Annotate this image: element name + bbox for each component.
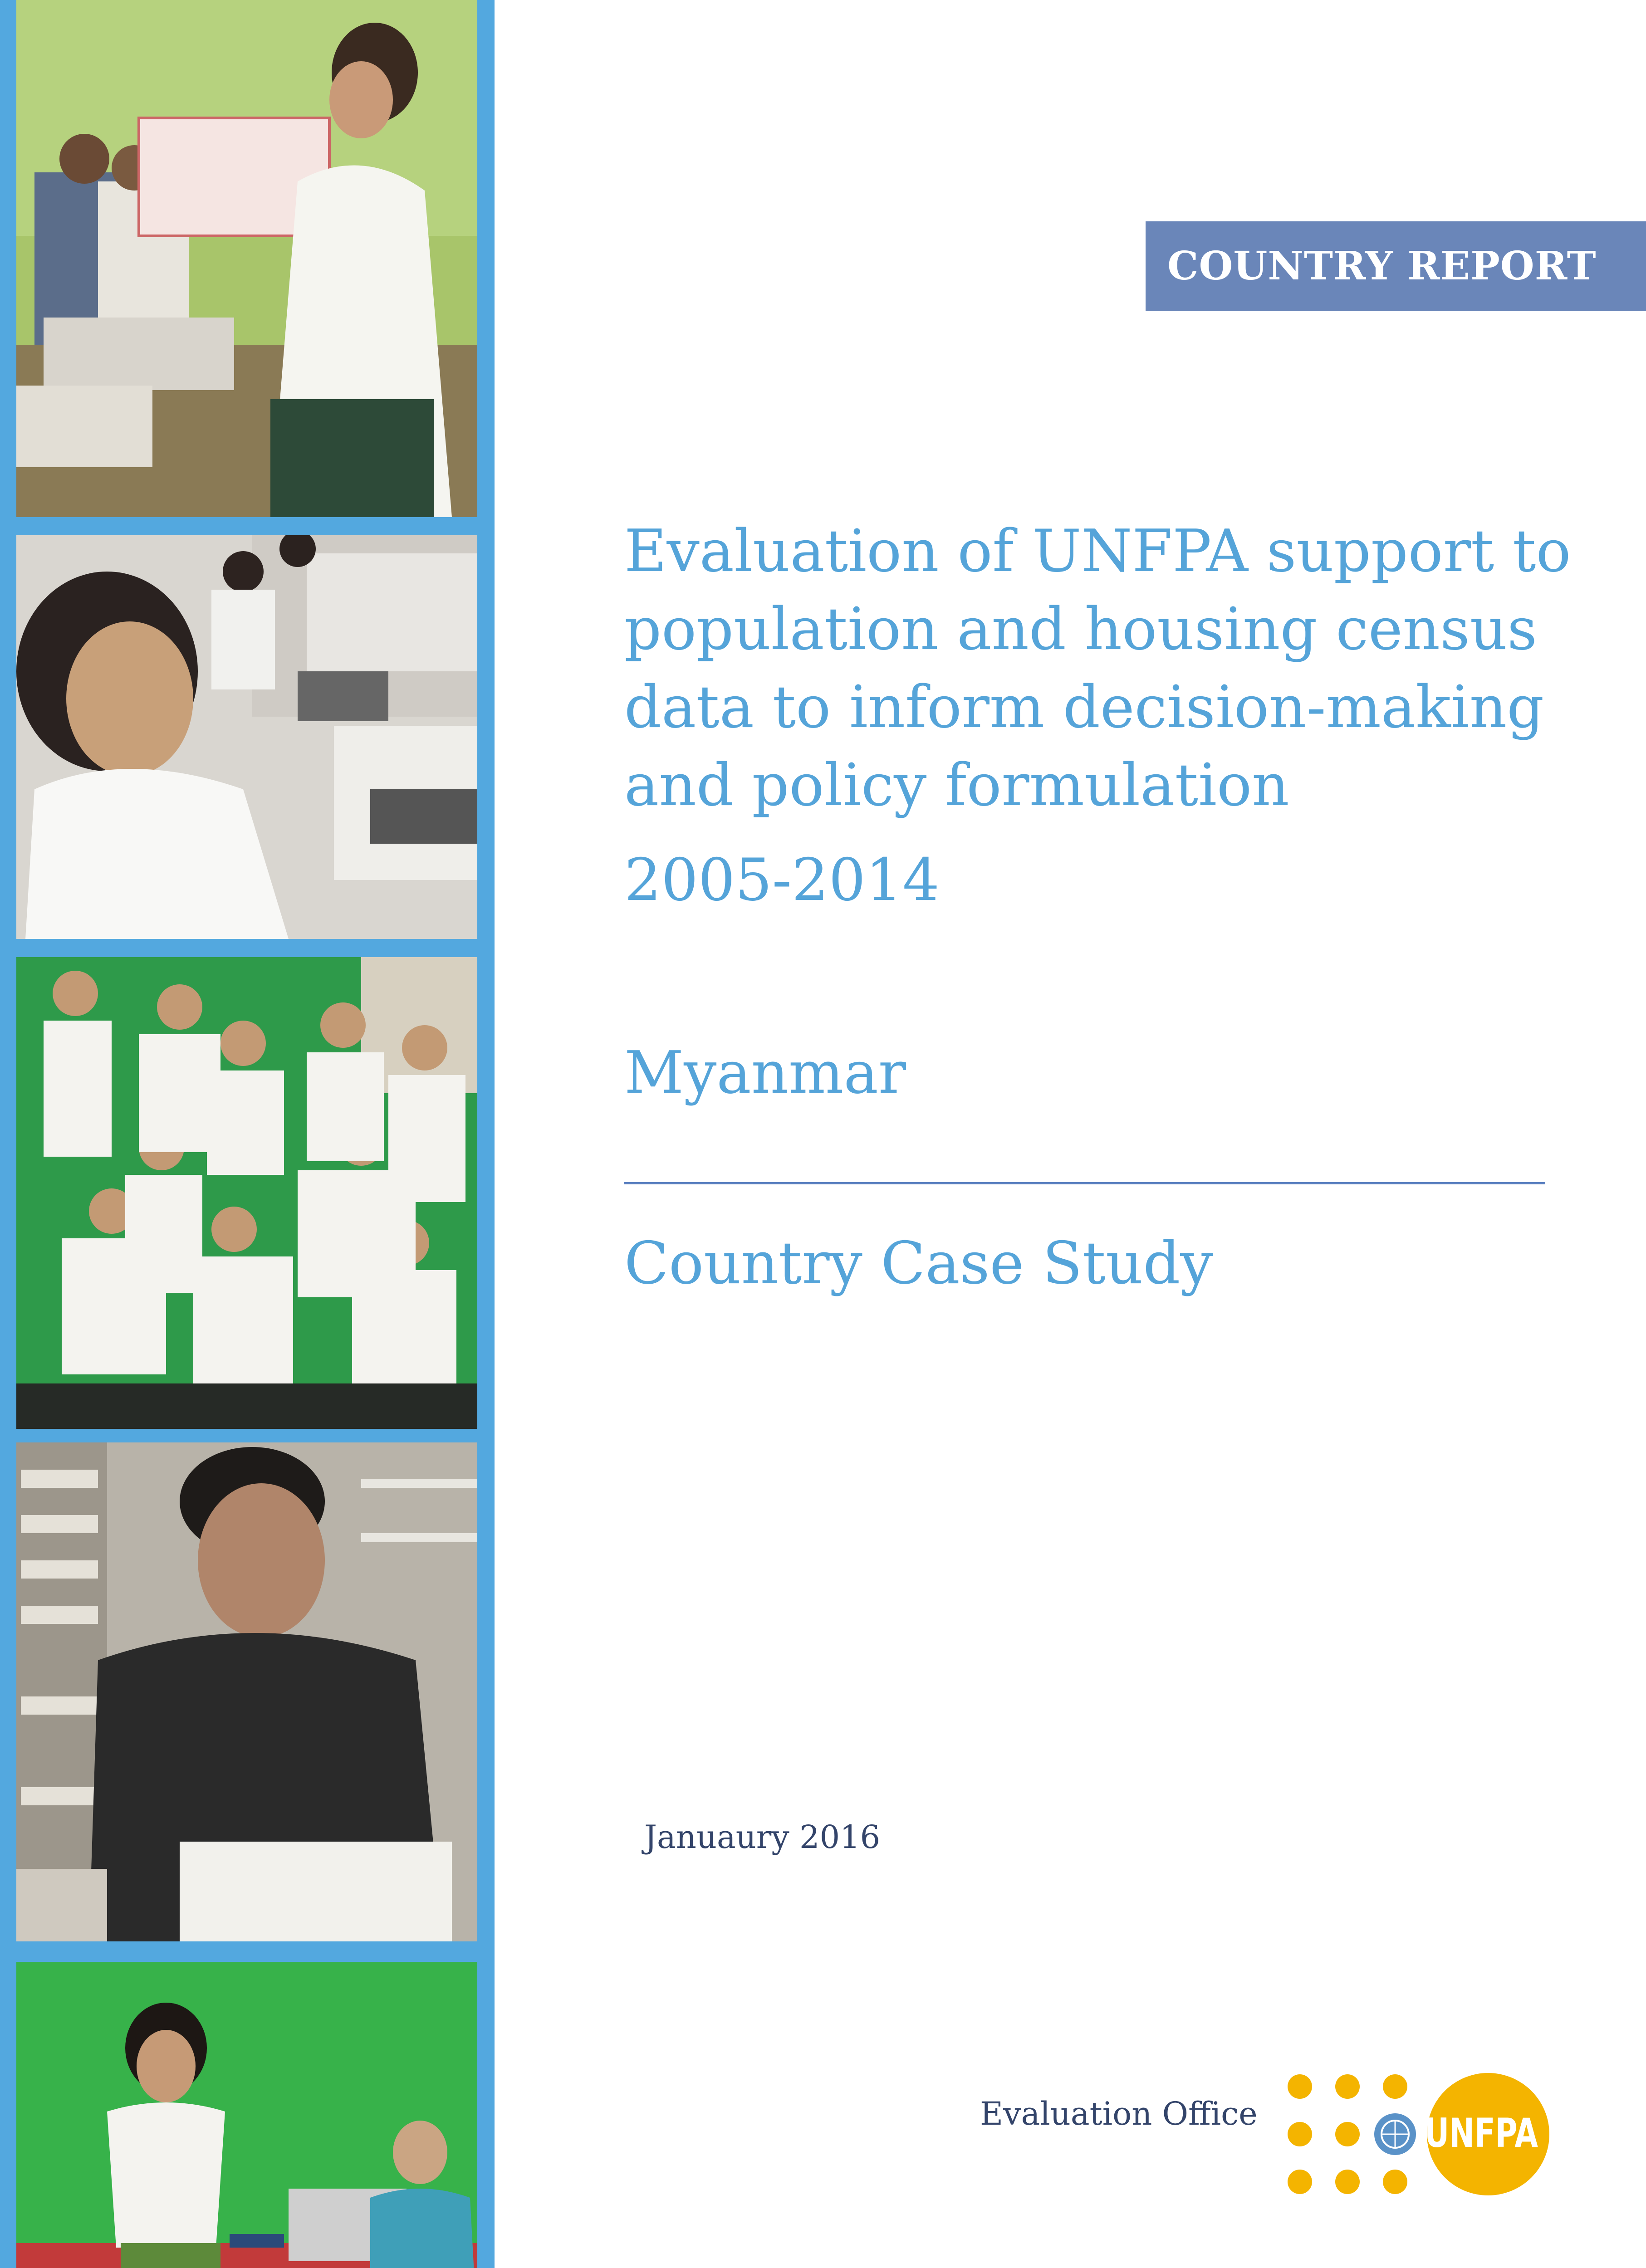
un-emblem-icon (1374, 2113, 1416, 2155)
title-line-1: Evaluation of UNFPA support to (624, 518, 1571, 585)
photo-officer-with-documents (16, 1442, 477, 1941)
title-line-3: data to inform decision-making (624, 674, 1544, 741)
unfpa-logo (1279, 2066, 1561, 2202)
photo-computer-training (16, 535, 477, 939)
title-years: 2005-2014 (624, 846, 940, 914)
report-type-tag: COUNTRY REPORT (1146, 221, 1646, 311)
title-line-4: and policy formulation (624, 752, 1289, 819)
publication-date: Januaury 2016 (644, 1818, 881, 1856)
country-name: Myanmar (624, 1039, 906, 1107)
photo-strip (0, 0, 495, 2268)
evaluation-office-label: Evaluation Office (980, 2095, 1258, 2132)
title-line-2: population and housing census (624, 596, 1537, 663)
photo-group-of-women (16, 957, 477, 1429)
divider (624, 1182, 1545, 1184)
document-subtitle: Country Case Study (624, 1230, 1213, 1297)
document-title (624, 513, 1577, 825)
photo-woman-speaking (16, 1962, 477, 2268)
logo-text: UNFPA (1425, 2110, 1538, 2156)
photo-woman-presenting (16, 0, 477, 517)
